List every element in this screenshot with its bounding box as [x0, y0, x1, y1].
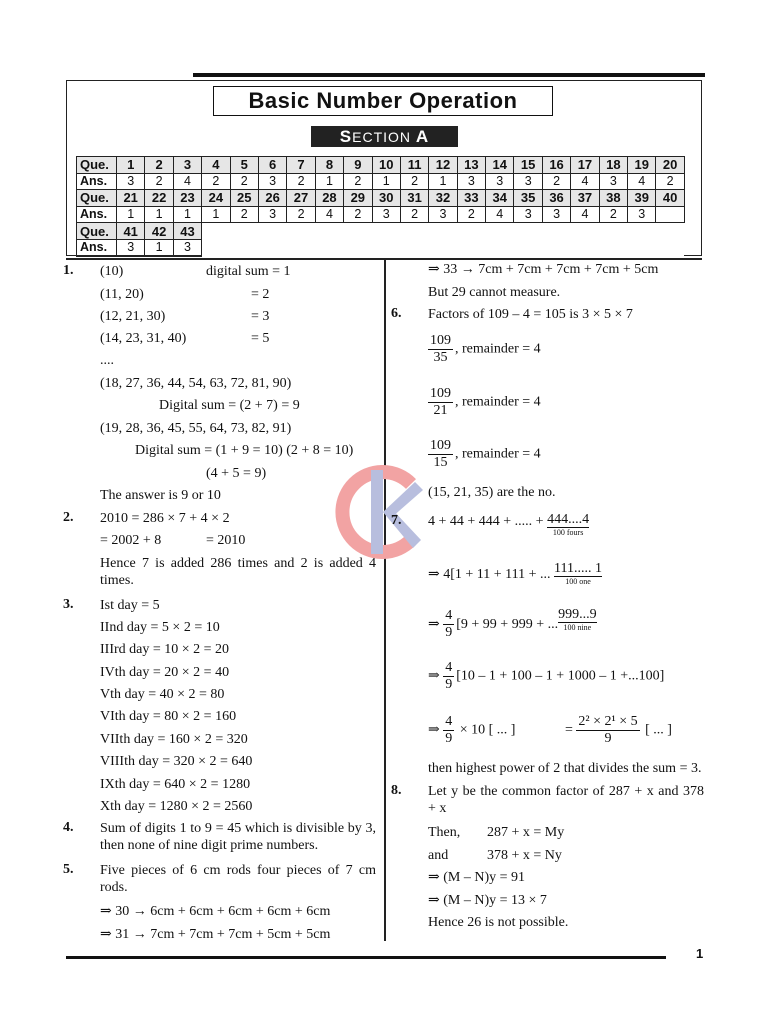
- question-number: 33: [457, 190, 485, 207]
- question-row: [77, 157, 685, 174]
- q7-line5-tail: [ ... ]: [641, 722, 672, 738]
- answer-row: [77, 173, 685, 190]
- q6-frac-num: 109: [430, 333, 451, 348]
- q6-frac-num: 109: [430, 386, 451, 401]
- watermark-logo: [333, 462, 433, 562]
- q6-fraction: [428, 386, 453, 419]
- question-number: 24: [202, 190, 230, 207]
- answer-value: 1: [315, 173, 343, 190]
- q6-frac-text: , remainder = 4: [455, 446, 541, 462]
- question-number: 8: [315, 157, 343, 174]
- q3-line: Ist day = 5: [100, 598, 160, 613]
- answer-value: 2: [230, 173, 258, 190]
- question-number: 3: [173, 157, 201, 174]
- q7-line4-text: [10 – 1 + 100 – 1 + 1000 – 1 +...100]: [456, 668, 665, 684]
- q7-frac-num: 4: [445, 714, 453, 729]
- question-number: 14: [486, 157, 514, 174]
- q7-under-text: 111..... 1: [554, 561, 602, 576]
- q7-line6: then highest power of 2 that divides the sum = 3.: [428, 761, 702, 776]
- q8-line4-text: (M – N)y = 13 × 7: [443, 893, 547, 908]
- q7-line5b: [565, 714, 672, 747]
- q7-frac-num: 2² × 2¹ × 5: [578, 714, 638, 729]
- q8-line4: ⇒ (M – N)y = 13 × 7: [428, 893, 547, 908]
- q6-line1: Factors of 109 – 4 = 105 is 3 × 5 × 7: [428, 307, 633, 322]
- answer-value: 2: [656, 173, 684, 190]
- section-text: ECTION: [352, 129, 416, 145]
- q5-line1: ⇒ 30 → 6cm + 6cm + 6cm + 6cm + 6cm: [100, 904, 331, 919]
- q1-line8: (19, 28, 36, 45, 55, 64, 73, 82, 91): [100, 421, 292, 436]
- q1-line1b: digital sum = 1: [206, 264, 291, 279]
- q6-frac-den: 15: [433, 455, 448, 470]
- answer-value: 4: [486, 206, 514, 223]
- section-letter: A: [415, 127, 430, 146]
- ans-label: Ans.: [77, 173, 117, 190]
- q3-number: 3.: [63, 597, 74, 612]
- answer-value: 4: [628, 173, 656, 190]
- answer-value: 3: [173, 239, 201, 256]
- q3-line: Vth day = 40 × 2 = 80: [100, 687, 225, 702]
- q1-line4a: (14, 23, 31, 40): [100, 331, 187, 346]
- q1-line2a: (11, 20): [100, 287, 144, 302]
- q5-line1b: 6cm + 6cm + 6cm + 6cm + 6cm: [150, 904, 331, 919]
- q7-frac-num: 4: [445, 660, 453, 675]
- q6-frac-den: 35: [433, 350, 448, 365]
- question-number: 38: [599, 190, 627, 207]
- answer-value: 1: [429, 173, 457, 190]
- answer-value: 4: [571, 173, 599, 190]
- bottom-rule: [66, 956, 666, 959]
- q6-fraction: [428, 333, 453, 366]
- q8-line3: ⇒ (M – N)y = 91: [428, 870, 526, 885]
- q7-fraction: [443, 608, 454, 641]
- question-number: 30: [372, 190, 400, 207]
- q6-frac-den: 21: [433, 403, 448, 418]
- que-label: Que.: [77, 223, 117, 240]
- empty-cell: [202, 223, 685, 256]
- answer-value: 2: [145, 173, 173, 190]
- answer-value: 3: [258, 206, 286, 223]
- logo-k-stem: [371, 470, 383, 554]
- q8-line2b: 378 + x = Ny: [487, 848, 562, 863]
- q8-line2a: and: [428, 848, 449, 863]
- q5-line3: ⇒ 33 → 7cm + 7cm + 7cm + 7cm + 5cm: [428, 262, 659, 277]
- q7-line4: ⇒ $\frac{4}{9}$ [10 – 1 + 100 – 1 + 1000 – 1 +...100]: [428, 660, 665, 692]
- q7-fraction: [443, 660, 454, 693]
- question-number: 21: [117, 190, 145, 207]
- q2-line3: Hence 7 is added 286 times and 2 is added 4 times.: [100, 556, 376, 588]
- question-row: [77, 190, 685, 207]
- q6-line5: (15, 21, 35) are the no.: [428, 485, 556, 500]
- answer-value: 3: [486, 173, 514, 190]
- q8-line1b: 287 + x = My: [487, 825, 565, 840]
- q4-text: Sum of digits 1 to 9 = 45 which is divisible by 3, then none of nine digit prime numbers.: [100, 821, 376, 853]
- q8-number: 8.: [391, 783, 402, 798]
- q7-under-text: 999...9: [558, 607, 597, 622]
- question-number: 5: [230, 157, 258, 174]
- q7-under-sub: 100 nine: [563, 623, 592, 632]
- question-number: 31: [400, 190, 428, 207]
- q5-line4: But 29 cannot measure.: [428, 285, 561, 300]
- q6-frac-text: , remainder = 4: [455, 341, 541, 357]
- q3-line: VIth day = 80 × 2 = 160: [100, 709, 237, 724]
- q1-line10: (4 + 5 = 9): [206, 466, 267, 481]
- q8-line1a: Then,: [428, 825, 461, 840]
- answer-value: 3: [599, 173, 627, 190]
- q7-frac-den: 9: [604, 731, 612, 746]
- answer-value: 1: [145, 206, 173, 223]
- answer-value: 2: [202, 173, 230, 190]
- answer-value: 2: [287, 206, 315, 223]
- column-divider: [384, 258, 386, 941]
- section-prefix: S: [339, 127, 353, 146]
- q1-line6: (18, 27, 36, 44, 54, 63, 72, 81, 90): [100, 376, 292, 391]
- q1-line3a: (12, 21, 30): [100, 309, 166, 324]
- q6-number: 6.: [391, 306, 402, 321]
- q4-number: 4.: [63, 820, 74, 835]
- answer-value: 2: [400, 173, 428, 190]
- question-number: 36: [542, 190, 570, 207]
- q6-frac-row: [428, 438, 541, 471]
- answer-value: 3: [372, 206, 400, 223]
- ans-label: Ans.: [77, 206, 117, 223]
- q7-under-text: 444....4: [547, 512, 590, 527]
- q7-underbrace: [547, 513, 589, 538]
- question-number: 40: [656, 190, 684, 207]
- question-number: 42: [145, 223, 173, 240]
- q7-line2: ⇒ 4[1 + 11 + 111 + ... 111..... 1 100 one: [428, 561, 602, 586]
- q7-underbrace: [558, 608, 597, 633]
- q1-line2b: = 2: [251, 287, 270, 302]
- q3-line: IInd day = 5 × 2 = 10: [100, 620, 220, 635]
- question-number: 39: [628, 190, 656, 207]
- question-number: 28: [315, 190, 343, 207]
- q5-line2: ⇒ 31 → 7cm + 7cm + 7cm + 5cm + 5cm: [100, 927, 331, 942]
- answer-value: 2: [287, 173, 315, 190]
- q2-line2a: = 2002 + 8: [100, 533, 162, 548]
- question-number: 26: [258, 190, 286, 207]
- question-number: 13: [457, 157, 485, 174]
- answer-value: 2: [344, 173, 372, 190]
- question-number: 16: [542, 157, 570, 174]
- q7-line3-text: [9 + 99 + 999 + ...: [456, 617, 559, 632]
- answer-value: 4: [173, 173, 201, 190]
- question-number: 19: [628, 157, 656, 174]
- q7-underbrace: [554, 562, 602, 587]
- q5-line3b: 7cm + 7cm + 7cm + 7cm + 5cm: [478, 262, 659, 277]
- answer-value: 3: [514, 206, 542, 223]
- q7-line5: ⇒ $\frac{4}{9}$ × 10 [ ... ]: [428, 714, 516, 746]
- question-number: 15: [514, 157, 542, 174]
- answer-value: 1: [372, 173, 400, 190]
- q1-line4b: = 5: [251, 331, 270, 346]
- q5-line2b: 7cm + 7cm + 7cm + 5cm + 5cm: [150, 927, 331, 942]
- q7-line5-eq: =: [565, 722, 573, 738]
- q7-under-sub: 100 fours: [552, 528, 584, 537]
- answer-value: 3: [457, 173, 485, 190]
- q3-line: IVth day = 20 × 2 = 40: [100, 665, 230, 680]
- q1-line3b: = 3: [251, 309, 270, 324]
- answer-value: 2: [457, 206, 485, 223]
- answer-value: 4: [315, 206, 343, 223]
- q6-frac-num: 109: [430, 438, 451, 453]
- answer-value: 2: [400, 206, 428, 223]
- question-number: 29: [344, 190, 372, 207]
- answer-value: 3: [258, 173, 286, 190]
- q7-line3: ⇒ $\frac{4}{9}$ [9 + 99 + 999 + ... 999...9 100 nine: [428, 607, 597, 641]
- question-number: 23: [173, 190, 201, 207]
- question-number: 37: [571, 190, 599, 207]
- question-number: 10: [372, 157, 400, 174]
- q6-frac-row: [428, 386, 541, 419]
- q6-fraction: [428, 438, 453, 471]
- answer-value: [656, 206, 684, 223]
- q3-line: IIIrd day = 10 × 2 = 20: [100, 642, 230, 657]
- q1-line5: ....: [100, 353, 114, 368]
- que-label: Que.: [77, 157, 117, 174]
- q5-line2a: 31: [115, 927, 130, 942]
- question-number: 32: [429, 190, 457, 207]
- answer-value: 2: [599, 206, 627, 223]
- q7-frac-den: 9: [445, 731, 453, 746]
- q8-line3-text: (M – N)y = 91: [443, 870, 526, 885]
- q3-line: VIIth day = 160 × 2 = 320: [100, 732, 248, 747]
- answer-value: 3: [542, 206, 570, 223]
- q8-line5: Hence 26 is not possible.: [428, 915, 569, 930]
- q8-text: Let y be the common factor of 287 + x and 378 + x: [428, 784, 704, 816]
- top-rule: [193, 73, 705, 77]
- answer-value: 3: [117, 239, 145, 256]
- question-number: 43: [173, 223, 201, 240]
- q7-fraction: [443, 714, 454, 747]
- answer-table: [76, 156, 685, 257]
- answer-value: 1: [173, 206, 201, 223]
- q7-frac-num: 4: [445, 608, 453, 624]
- question-number: 18: [599, 157, 627, 174]
- question-number: 4: [202, 157, 230, 174]
- answer-value: 3: [429, 206, 457, 223]
- q1-line11: The answer is 9 or 10: [100, 488, 221, 503]
- answer-value: 1: [202, 206, 230, 223]
- question-number: 20: [656, 157, 684, 174]
- question-number: 6: [258, 157, 286, 174]
- question-number: 25: [230, 190, 258, 207]
- q7-line1: [428, 513, 589, 538]
- q7-fraction: [576, 714, 639, 747]
- section-badge: [311, 126, 458, 147]
- q3-line: VIIIth day = 320 × 2 = 640: [100, 754, 253, 769]
- question-number: 1: [117, 157, 145, 174]
- q5-number: 5.: [63, 862, 74, 877]
- q7-number: 7.: [391, 513, 402, 528]
- question-number: 41: [117, 223, 145, 240]
- answer-value: 2: [230, 206, 258, 223]
- question-number: 34: [486, 190, 514, 207]
- answer-row: [77, 206, 685, 223]
- q1-number: 1.: [63, 263, 74, 278]
- question-number: 17: [571, 157, 599, 174]
- answer-value: 3: [117, 173, 145, 190]
- question-number: 9: [344, 157, 372, 174]
- q5-line3a: 33: [443, 262, 458, 277]
- q7-line2-text: 4[1 + 11 + 111 + ...: [443, 567, 555, 582]
- question-number: 11: [400, 157, 428, 174]
- answer-value: 2: [542, 173, 570, 190]
- q1-line9: Digital sum = (1 + 9 = 10) (2 + 8 = 10): [135, 443, 354, 458]
- q6-frac-text: , remainder = 4: [455, 394, 541, 410]
- page-title: Basic Number Operation: [213, 86, 553, 116]
- question-number: 7: [287, 157, 315, 174]
- q1-line7: Digital sum = (2 + 7) = 9: [159, 398, 300, 413]
- question-row: [77, 223, 685, 240]
- answer-value: 1: [117, 206, 145, 223]
- q2-line2b: = 2010: [206, 533, 246, 548]
- question-number: 35: [514, 190, 542, 207]
- q1-line1a: (10): [100, 264, 124, 279]
- question-number: 22: [145, 190, 173, 207]
- page-number: 1: [696, 946, 704, 961]
- q5-text: Five pieces of 6 cm rods four pieces of 7 cm rods.: [100, 863, 376, 895]
- question-number: 12: [429, 157, 457, 174]
- q7-under-sub: 100 one: [565, 577, 591, 586]
- q3-line: IXth day = 640 × 2 = 1280: [100, 777, 251, 792]
- que-label: Que.: [77, 190, 117, 207]
- q7-frac-den: 9: [445, 677, 453, 692]
- q5-line1a: 30: [115, 904, 130, 919]
- q2-line1: 2010 = 286 × 7 + 4 × 2: [100, 511, 230, 526]
- q7-line5-text: × 10 [ ... ]: [456, 722, 516, 738]
- q7-line1-text: 4 + 44 + 444 + ..... +: [428, 514, 548, 529]
- answer-value: 1: [145, 239, 173, 256]
- question-number: 27: [287, 190, 315, 207]
- q3-line: Xth day = 1280 × 2 = 2560: [100, 799, 253, 814]
- question-number: 2: [145, 157, 173, 174]
- ans-label: Ans.: [77, 239, 117, 256]
- q7-frac-den: 9: [445, 625, 453, 641]
- answer-value: 4: [571, 206, 599, 223]
- q6-frac-row: [428, 333, 541, 366]
- answer-value: 3: [628, 206, 656, 223]
- answer-value: 3: [514, 173, 542, 190]
- answer-value: 2: [344, 206, 372, 223]
- q2-number: 2.: [63, 510, 74, 525]
